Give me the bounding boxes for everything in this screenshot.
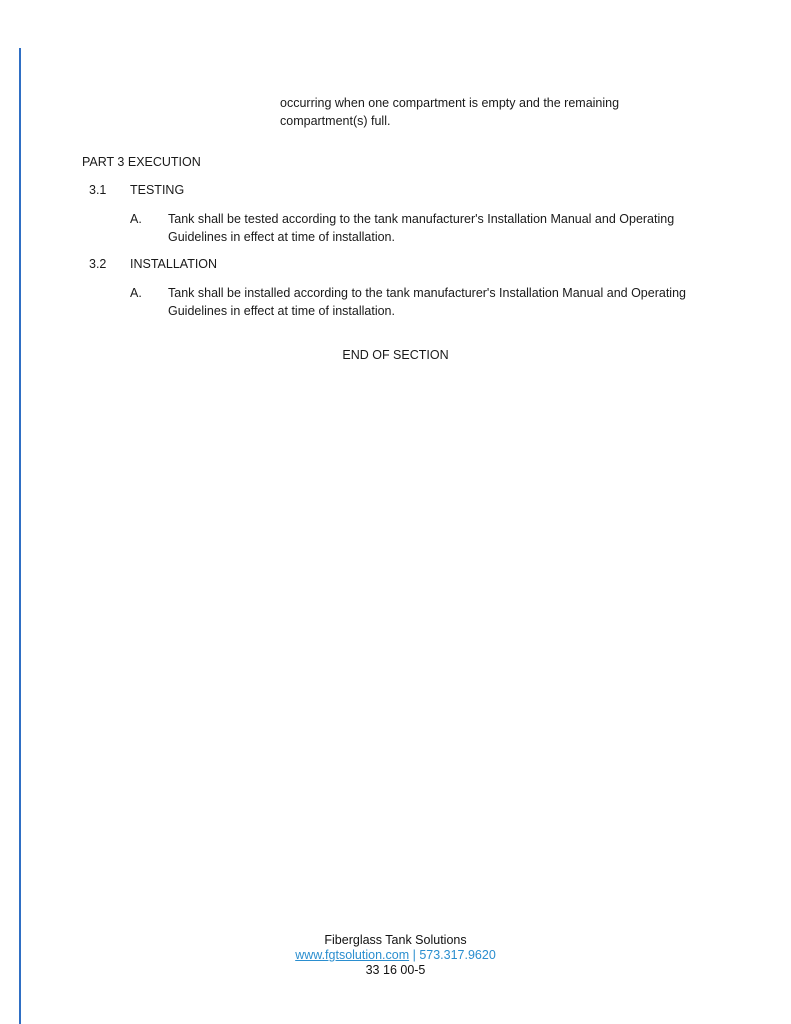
end-of-section: END OF SECTION: [342, 348, 449, 362]
footer-separator: |: [409, 948, 420, 962]
phone-number: 573.317.9620: [419, 948, 496, 962]
section-title-testing: TESTING: [130, 183, 185, 197]
continued-paragraph: [280, 94, 680, 130]
section-title-installation: INSTALLATION: [130, 257, 218, 271]
footer-contact: [0, 948, 791, 963]
part-heading: PART 3 EXECUTION: [82, 155, 201, 169]
installation-item-line-2: Guidelines in effect at time of installation.: [168, 304, 395, 318]
section-number: 3.2: [89, 257, 107, 271]
page-footer: [0, 933, 791, 978]
footer-company: Fiberglass Tank Solutions: [324, 933, 467, 947]
installation-item-text: [168, 284, 686, 320]
continued-line-2: compartment(s) full.: [280, 114, 391, 128]
testing-item-line-1: Tank shall be tested according to the tank manufacturer's Installation Manual and Operating: [168, 212, 675, 226]
footer-page-id: 33 16 00-5: [365, 963, 426, 977]
change-bar: [19, 48, 21, 1024]
website-link[interactable]: www.fgtsolution.com: [295, 948, 410, 962]
item-letter: A.: [130, 212, 142, 226]
item-letter: A.: [130, 286, 142, 300]
testing-item-text: [168, 210, 674, 246]
installation-item-line-1: Tank shall be installed according to the tank manufacturer's Installation Manual and Operating: [168, 286, 686, 300]
testing-item-line-2: Guidelines in effect at time of installation.: [168, 230, 395, 244]
section-number: 3.1: [89, 183, 107, 197]
continued-line-1: occurring when one compartment is empty and the remaining: [280, 96, 620, 110]
